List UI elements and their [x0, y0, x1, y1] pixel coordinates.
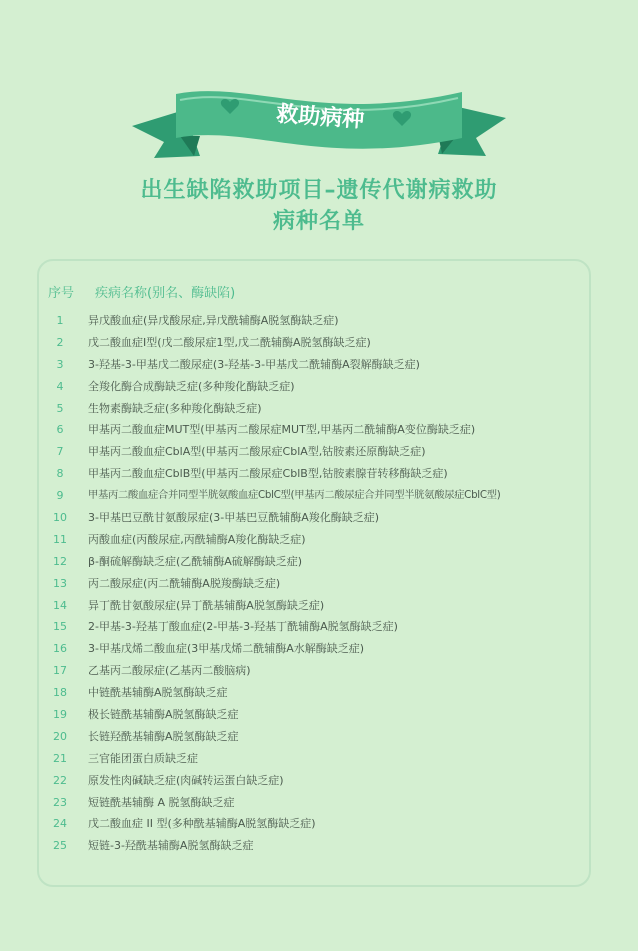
column-header-number: 序号	[48, 286, 75, 301]
disease-name: 3-甲基巴豆酰甘氨酸尿症(3-甲基巴豆酰辅酶A羧化酶缺乏症)	[88, 511, 380, 525]
table-row	[40, 770, 592, 792]
table-row	[40, 726, 592, 748]
table-row	[40, 638, 592, 660]
disease-name: 长链羟酰基辅酶A脱氢酶缺乏症	[88, 729, 239, 743]
table-row	[40, 660, 592, 682]
row-number: 16	[53, 642, 67, 656]
disease-name: β-酮硫解酶缺乏症(乙酰辅酶A硫解酶缺乏症)	[88, 554, 303, 568]
row-number: 1	[56, 314, 64, 327]
table-row	[40, 595, 592, 617]
disease-name: 戊二酸血症I型(戊二酸尿症1型,戊二酰辅酶A脱氢酶缺乏症)	[88, 335, 371, 349]
ribbon-banner	[120, 76, 518, 168]
banner-text: 救助病种	[275, 101, 365, 134]
page-title-line2: 病种名单	[272, 209, 365, 234]
disease-name: 异丁酰甘氨酸尿症(异丁酰基辅酶A脱氢酶缺乏症)	[88, 598, 325, 612]
row-number: 20	[53, 729, 67, 743]
table-row	[40, 376, 592, 398]
disease-name: 2-甲基-3-羟基丁酸血症(2-甲基-3-羟基丁酰辅酶A脱氢酶缺乏症)	[88, 620, 398, 634]
row-number: 12	[53, 554, 67, 568]
page-title-line1: 出生缺陷救助项目–遗传代谢病救助	[140, 178, 498, 203]
table-row	[40, 354, 592, 376]
disease-name: 丙二酸尿症(丙二酰辅酶A脱羧酶缺乏症)	[88, 576, 281, 590]
disease-table	[40, 310, 592, 857]
row-number: 5	[56, 401, 64, 415]
row-number: 6	[56, 423, 64, 437]
disease-name: 短链-3-羟酰基辅酶A脱氢酶缺乏症	[88, 839, 254, 853]
row-number: 19	[53, 708, 67, 722]
disease-name: 三官能团蛋白质缺乏症	[88, 751, 198, 765]
disease-name: 全羧化酶合成酶缺乏症(多种羧化酶缺乏症)	[88, 379, 295, 393]
table-row	[40, 332, 592, 354]
disease-name: 甲基丙二酸血症CblB型(甲基丙二酸尿症CblB型,钴胺素腺苷转移酶缺乏症)	[88, 467, 448, 481]
disease-name: 3-羟基-3-甲基戊二酸尿症(3-羟基-3-甲基戊二酰辅酶A裂解酶缺乏症)	[88, 357, 420, 371]
row-number: 25	[53, 839, 67, 853]
table-row	[40, 704, 592, 726]
row-number: 15	[53, 620, 67, 634]
row-number: 22	[53, 773, 67, 787]
row-number: 4	[56, 379, 64, 393]
table-header	[48, 282, 236, 301]
table-row	[40, 419, 592, 441]
row-number: 17	[53, 664, 67, 678]
row-number: 18	[53, 686, 67, 700]
disease-name: 甲基丙二酸血症CblA型(甲基丙二酸尿症CblA型,钴胺素还原酶缺乏症)	[88, 445, 426, 459]
row-number: 14	[53, 598, 67, 612]
disease-name: 丙酸血症(丙酸尿症,丙酰辅酶A羧化酶缺乏症)	[88, 532, 306, 546]
row-number: 2	[56, 335, 64, 349]
disease-name: 异戊酸血症(异戊酸尿症,异戊酰辅酶A脱氢酶缺乏症)	[88, 314, 339, 327]
table-row	[40, 463, 592, 485]
row-number: 10	[53, 511, 67, 525]
disease-name: 中链酰基辅酶A脱氢酶缺乏症	[88, 686, 228, 700]
row-number: 13	[53, 576, 67, 590]
table-row	[40, 310, 592, 332]
row-number: 21	[53, 751, 67, 765]
row-number: 3	[56, 357, 64, 371]
row-number: 24	[53, 817, 67, 831]
disease-name: 原发性肉碱缺乏症(肉碱转运蛋白缺乏症)	[88, 773, 284, 787]
disease-name: 生物素酶缺乏症(多种羧化酶缺乏症)	[88, 401, 262, 415]
disease-name: 极长链酰基辅酶A脱氢酶缺乏症	[88, 708, 239, 722]
row-number: 7	[56, 445, 64, 459]
table-row	[40, 792, 592, 814]
table-row	[40, 398, 592, 420]
table-row	[40, 529, 592, 551]
disease-name: 短链酰基辅酶 A 脱氢酶缺乏症	[88, 795, 235, 809]
table-row	[40, 441, 592, 463]
row-number: 8	[56, 467, 64, 481]
disease-name: 戊二酸血症 II 型(多种酰基辅酶A脱氢酶缺乏症)	[88, 817, 316, 831]
column-header-disease-name: 疾病名称(别名、酶缺陷)	[95, 286, 236, 301]
table-row	[40, 573, 592, 595]
row-number: 23	[53, 795, 67, 809]
table-row	[40, 835, 592, 857]
table-row	[40, 551, 592, 573]
table-row	[40, 682, 592, 704]
disease-name: 乙基丙二酸尿症(乙基丙二酸脑病)	[88, 664, 251, 678]
disease-name: 甲基丙二酸血症合并同型半胱氨酸血症CblC型(甲基丙二酸尿症合并同型半胱氨酸尿症CblC型)	[88, 489, 501, 502]
table-row	[40, 485, 592, 507]
table-row	[40, 507, 592, 529]
table-row	[40, 748, 592, 770]
disease-name: 甲基丙二酸血症MUT型(甲基丙二酸尿症MUT型,甲基丙二酰辅酶A变位酶缺乏症)	[88, 423, 476, 437]
row-number: 9	[56, 489, 64, 503]
table-row	[40, 616, 592, 638]
table-row	[40, 813, 592, 835]
disease-name: 3-甲基戊烯二酸血症(3甲基戊烯二酰辅酶A水解酶缺乏症)	[88, 642, 365, 656]
row-number: 11	[53, 532, 67, 546]
